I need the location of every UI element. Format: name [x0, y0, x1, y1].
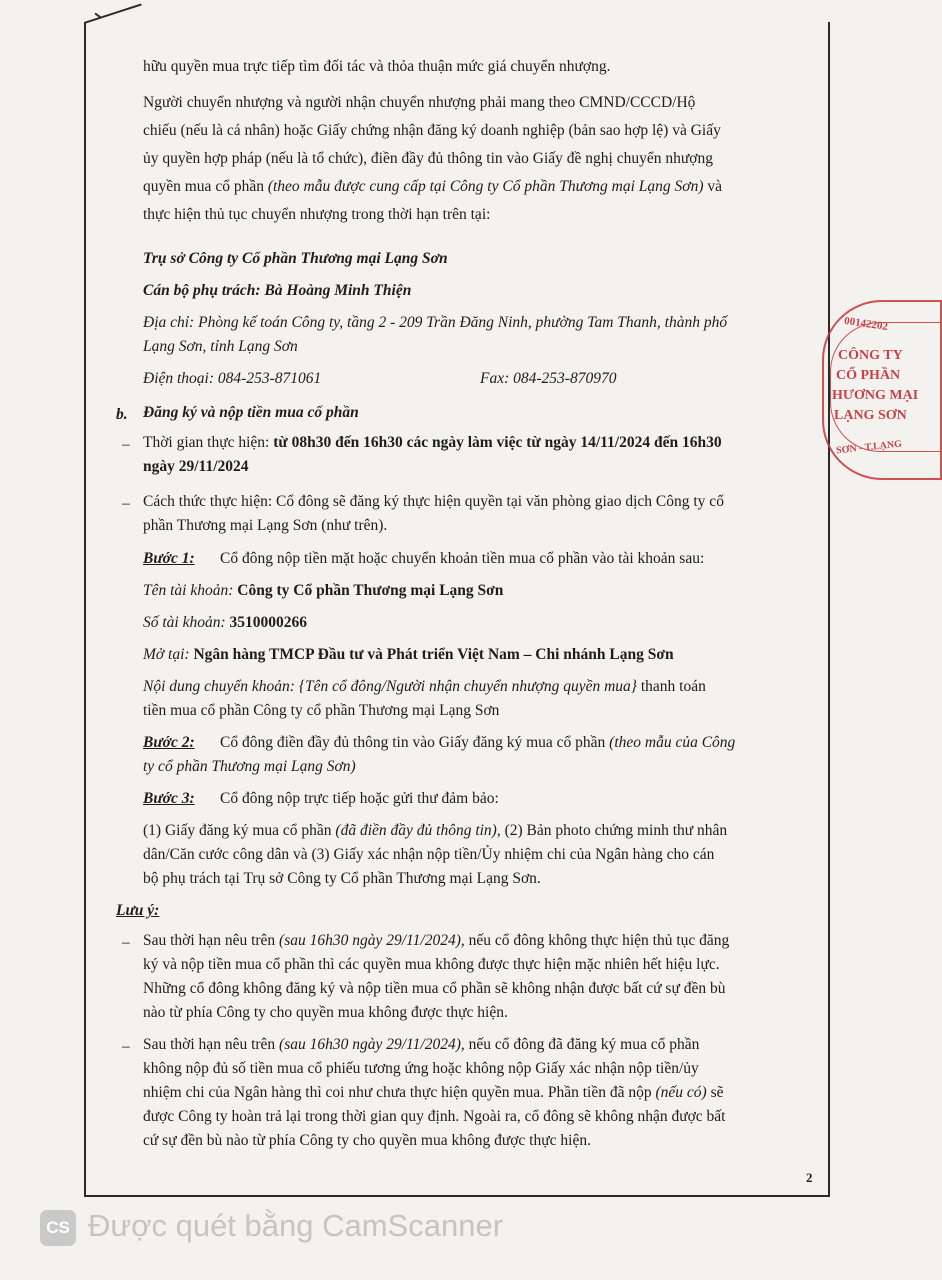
headquarters-title: Trụ sở Công ty Cổ phần Thương mại Lạng Sơn: [143, 250, 448, 267]
text-run: , nếu cổ đông đã đăng ký mua cổ phần: [460, 1036, 700, 1053]
text-run-bold: 3510000266: [229, 614, 308, 631]
phone-line: Điện thoại: 084-253-871061: [143, 370, 322, 387]
text-line: [143, 677, 706, 697]
text-run: và: [703, 178, 723, 195]
text-line: ngày 29/11/2024: [143, 458, 249, 475]
stamp-text: CÔNG TY: [838, 348, 903, 363]
step-label: Bước 1:: [143, 550, 195, 567]
text-line: tiền mua cổ phần Công ty cổ phần Thương mại Lạng Sơn: [143, 702, 500, 719]
text-run-bold: từ 08h30 đến 16h30 các ngày làm việc từ ngày 14/11/2024 đến 16h30: [273, 434, 722, 451]
stamp-code: 00142202: [843, 314, 889, 334]
text-line: được Công ty hoàn trả lại trong thời gian quy định. Ngoài ra, cổ đông sẽ không nhận được bất: [143, 1108, 726, 1125]
text-line: chiếu (nếu là cá nhân) hoặc Giấy chứng nhận đăng ký doanh nghiệp (bản sao hợp lệ) và Giấy: [143, 122, 721, 139]
text-run-italic: (theo mẫu của Công: [609, 734, 736, 751]
text-run: quyền mua cổ phần: [143, 178, 268, 195]
bullet-dash: –: [122, 934, 130, 951]
text-line: nào từ phía Công ty cho quyền mua không được thực hiện.: [143, 1004, 508, 1021]
text-run-bold: Công ty Cổ phần Thương mại Lạng Sơn: [237, 582, 504, 599]
stamp-inner-ring: [830, 322, 942, 452]
text-line: ủy quyền hợp pháp (nếu là tổ chức), điền đầy đủ thông tin vào Giấy đề nghị chuyển nhượng: [143, 150, 713, 167]
camscanner-logo: CS: [40, 1210, 76, 1246]
text-line: Người chuyển nhượng và người nhận chuyển nhượng phải mang theo CMND/CCCD/Hộ: [143, 94, 696, 111]
step-label: Bước 2:: [143, 734, 195, 751]
text-line: [143, 1035, 699, 1055]
text-line: cứ sự đền bù nào từ phía Công ty cho quyền mua không được thực hiện.: [143, 1132, 591, 1149]
step-label: Bước 3:: [143, 790, 195, 807]
text-run: nhiệm chi của Ngân hàng thì coi như chưa thực hiện quyền mua. Phần tiền đã nộp: [143, 1084, 656, 1101]
fax-line: Fax: 084-253-870970: [480, 370, 617, 387]
bank-line: [143, 645, 674, 665]
text-run-italic: Số tài khoản:: [143, 614, 230, 631]
bullet-dash: –: [122, 1038, 130, 1055]
text-line: Những cổ đông không đăng ký và nộp tiền mua cổ phần sẽ không nhận được bất cứ sự đền bù: [143, 980, 726, 997]
text-line: ty cổ phần Thương mại Lạng Sơn): [143, 758, 356, 775]
section-title: Đăng ký và nộp tiền mua cổ phần: [143, 404, 359, 421]
text-line: bộ phụ trách tại Trụ sở Công ty Cổ phần Thương mại Lạng Sơn.: [143, 870, 541, 887]
text-run: Thời gian thực hiện:: [143, 434, 274, 451]
account-name-line: [143, 581, 503, 601]
text-line: [143, 931, 729, 951]
text-line: thực hiện thủ tục chuyển nhượng trong thời hạn trên tại:: [143, 206, 491, 223]
text-line: [143, 433, 722, 453]
stamp-text: HƯƠNG MẠI: [832, 388, 919, 403]
text-run: (1) Giấy đăng ký mua cổ phần: [143, 822, 336, 839]
text-line: phần Thương mại Lạng Sơn (như trên).: [143, 517, 388, 534]
company-stamp: [822, 300, 942, 480]
bullet-dash: –: [122, 436, 130, 453]
section-label: b.: [116, 406, 128, 423]
text-run-italic: (đã điền đầy đủ thông tin): [335, 822, 497, 839]
address-line: Địa chỉ: Phòng kế toán Công ty, tầng 2 - 209 Trần Đăng Ninh, phường Tam Thanh, thành phố: [143, 314, 728, 331]
text-run-italic: (sau 16h30 ngày 29/11/2024): [279, 932, 461, 949]
address-line: Lạng Sơn, tỉnh Lạng Sơn: [143, 338, 298, 355]
page-number: 2: [806, 1170, 813, 1185]
text-line: Cách thức thực hiện: Cổ đông sẽ đăng ký thực hiện quyền tại văn phòng giao dịch Công ty cổ: [143, 493, 724, 510]
text-run-bold: Ngân hàng TMCP Đầu tư và Phát triển Việt Nam – Chi nhánh Lạng Sơn: [193, 646, 674, 663]
stamp-text: SƠN - T.LẠNG: [835, 438, 903, 457]
text-run: Sau thời hạn nêu trên: [143, 932, 280, 949]
text-line: [143, 177, 722, 197]
camscanner-watermark: Được quét bằng CamScanner: [88, 1208, 504, 1243]
stamp-text: LẠNG SƠN: [834, 408, 907, 423]
note-title: Lưu ý:: [116, 902, 160, 919]
account-number-line: [143, 613, 307, 633]
text-run: sẽ: [706, 1084, 724, 1101]
text-line: Cổ đông nộp tiền mặt hoặc chuyển khoản tiền mua cổ phần vào tài khoản sau:: [220, 550, 705, 567]
text-run-italic: (sau 16h30 ngày 29/11/2024): [279, 1036, 461, 1053]
text-line: ký và nộp tiền mua cổ phần thì các quyền mua không được thực hiện mặc nhiên hết hiệu lực.: [143, 956, 720, 973]
bullet-dash: –: [122, 495, 130, 512]
text-run-italic: Tên tài khoản:: [143, 582, 238, 599]
text-run-italic: (nếu có): [655, 1084, 707, 1101]
text-line: hữu quyền mua trực tiếp tìm đối tác và thỏa thuận mức giá chuyển nhượng.: [143, 58, 611, 75]
text-run: , (2) Bản photo chứng minh thư nhân: [496, 822, 728, 839]
text-run: , nếu cổ đông không thực hiện thủ tục đăng: [460, 932, 730, 949]
text-run: Cổ đông điền đầy đủ thông tin vào Giấy đăng ký mua cổ phần: [220, 734, 610, 751]
text-run-italic: Mở tại:: [143, 646, 194, 663]
text-line: [143, 821, 727, 841]
text-run-italic: Nội dung chuyển khoản: {Tên cổ đông/Người nhận chuyển nhượng quyền mua}: [143, 678, 637, 695]
text-line: Cổ đông nộp trực tiếp hoặc gửi thư đảm bảo:: [220, 790, 499, 807]
text-run: Sau thời hạn nêu trên: [143, 1036, 280, 1053]
text-line: dân/Căn cước công dân và (3) Giấy xác nhận nộp tiền/Ủy nhiệm chi của Ngân hàng cho cán: [143, 846, 715, 863]
officer-line: Cán bộ phụ trách: Bà Hoàng Minh Thiện: [143, 282, 412, 299]
text-line: không nộp đủ số tiền mua cổ phiếu tương ứng hoặc không nộp Giấy xác nhận nộp tiền/ủy: [143, 1060, 699, 1077]
text-line: [220, 733, 735, 753]
stamp-text: CỔ PHẦN: [836, 368, 901, 383]
text-line: [143, 1083, 723, 1103]
text-run: thanh toán: [636, 678, 706, 695]
text-run-italic: (theo mẫu được cung cấp tại Công ty Cổ phần Thương mại Lạng Sơn): [267, 178, 704, 195]
